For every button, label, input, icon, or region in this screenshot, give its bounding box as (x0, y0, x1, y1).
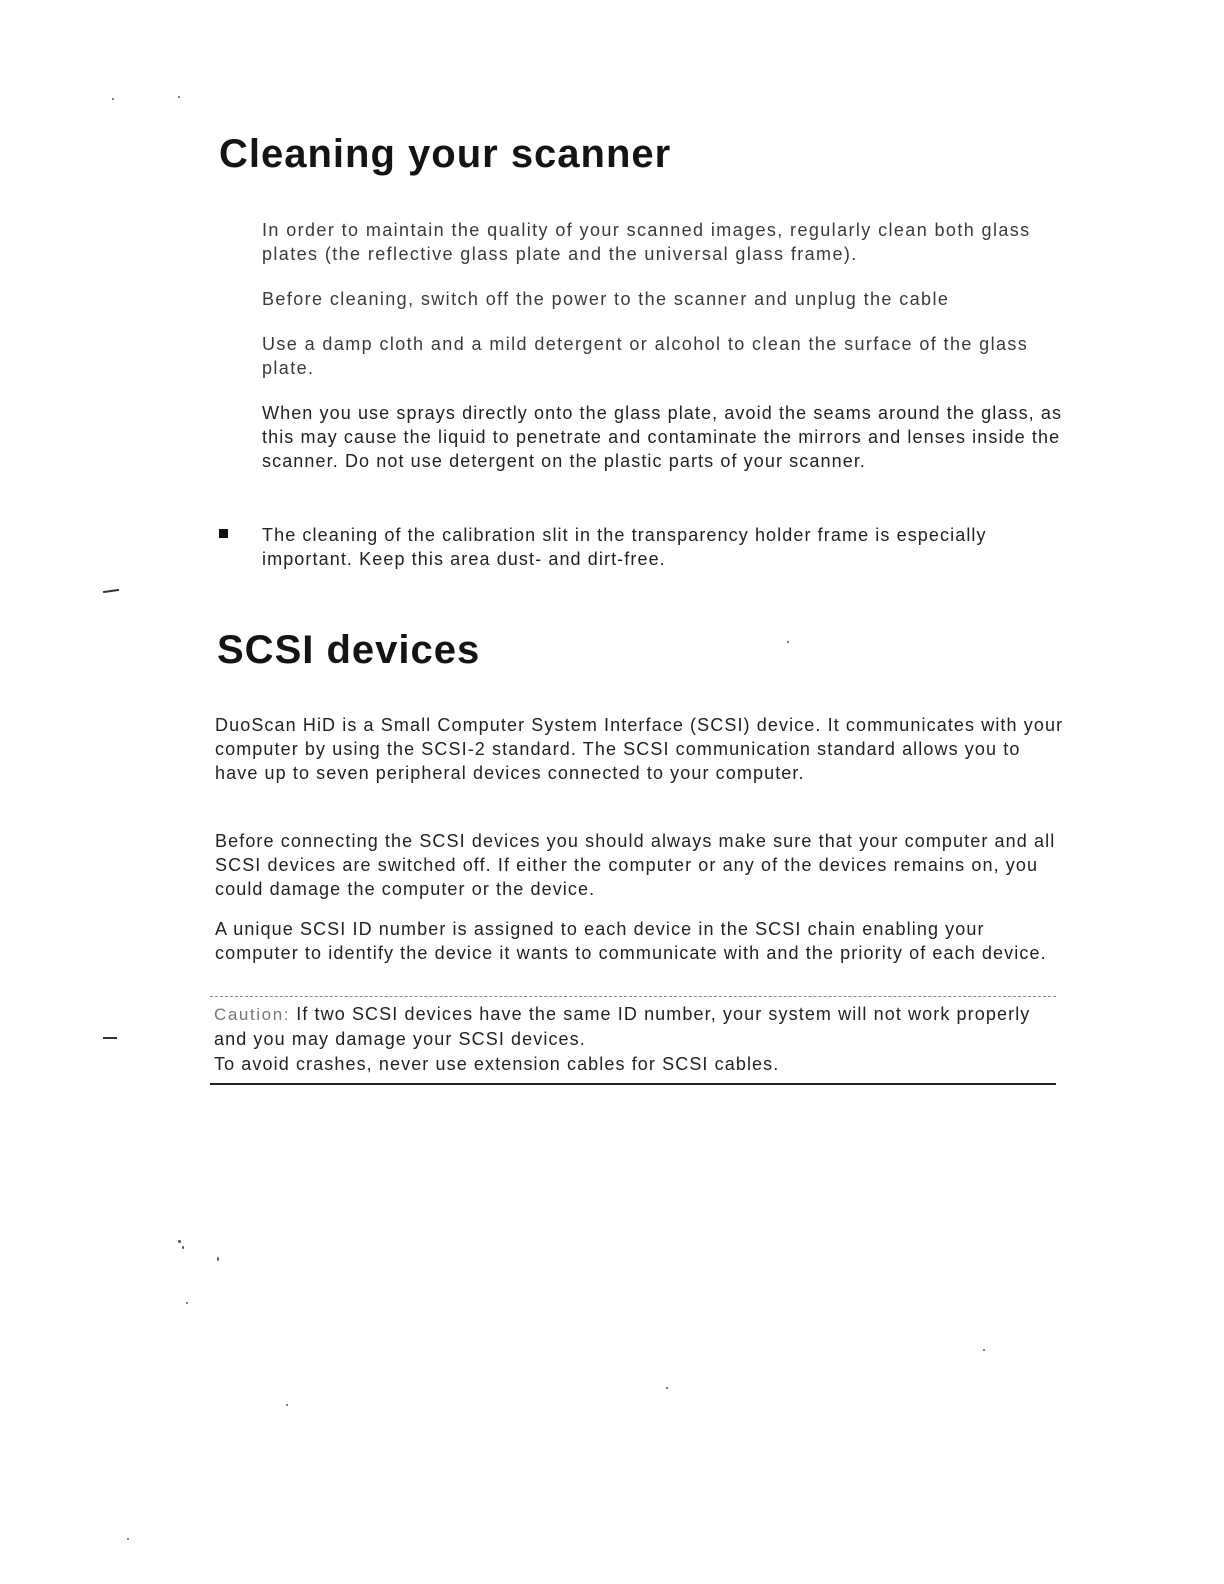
scan-speck (112, 98, 114, 100)
caution-line-1: If two SCSI devices have the same ID number, your system will not work properly and you may damage your SCSI devices. (214, 1004, 1031, 1049)
scsi-paragraph-3: A unique SCSI ID number is assigned to each device in the SCSI chain enabling your computer to identify the device it wants to communicate with and the priority of each device. (215, 919, 1047, 963)
scan-speck (127, 1538, 129, 1540)
cleaning-paragraph-2: Before cleaning, switch off the power to the scanner and unplug the cable (262, 289, 950, 309)
scan-speck (186, 1302, 188, 1304)
scan-speck (178, 96, 180, 98)
heading-scsi-devices: SCSI devices (217, 628, 481, 672)
scan-speck (286, 1404, 288, 1406)
scan-speck (178, 1240, 181, 1243)
scsi-paragraph-2: Before connecting the SCSI devices you should always make sure that your computer and all SCSI devices are switched off. If either the computer or any of the devices remains on, you could damage the computer or the device. (215, 831, 1056, 899)
cleaning-bullet-item: The cleaning of the calibration slit in the transparency holder frame is especially important. Keep this area dust- and dirt-free. (262, 525, 987, 569)
cleaning-paragraph-3: Use a damp cloth and a mild detergent or alcohol to clean the surface of the glass plate. (262, 334, 1029, 378)
caution-label: Caution: (214, 1005, 291, 1024)
scan-speck (182, 1246, 184, 1249)
heading-cleaning: Cleaning your scanner (219, 132, 672, 176)
margin-mark (103, 589, 119, 593)
caution-line-2: To avoid crashes, never use extension cables for SCSI cables. (214, 1054, 780, 1074)
scan-speck (983, 1349, 985, 1351)
scan-speck (787, 641, 789, 643)
bullet-square-icon (219, 529, 228, 538)
cleaning-paragraph-4: When you use sprays directly onto the glass plate, avoid the seams around the glass, as this may cause the liquid to penetrate and contaminate the mirrors and lenses inside the scanner. Do not use detergent on the plastic parts of your scanner. (262, 403, 1063, 471)
caution-text (214, 1002, 1056, 1077)
caution-note (210, 996, 1056, 1085)
cleaning-paragraph-1: In order to maintain the quality of your scanned images, regularly clean both glass plates (the reflective glass plate and the universal glass frame). (262, 220, 1031, 264)
scan-speck (666, 1387, 668, 1389)
scsi-paragraph-1: DuoScan HiD is a Small Computer System Interface (SCSI) device. It communicates with your computer by using the SCSI-2 standard. The SCSI communication standard allows you to have up to seven peripheral devices connected to your computer. (215, 715, 1064, 783)
scan-speck (217, 1257, 219, 1261)
margin-mark (103, 1037, 117, 1039)
